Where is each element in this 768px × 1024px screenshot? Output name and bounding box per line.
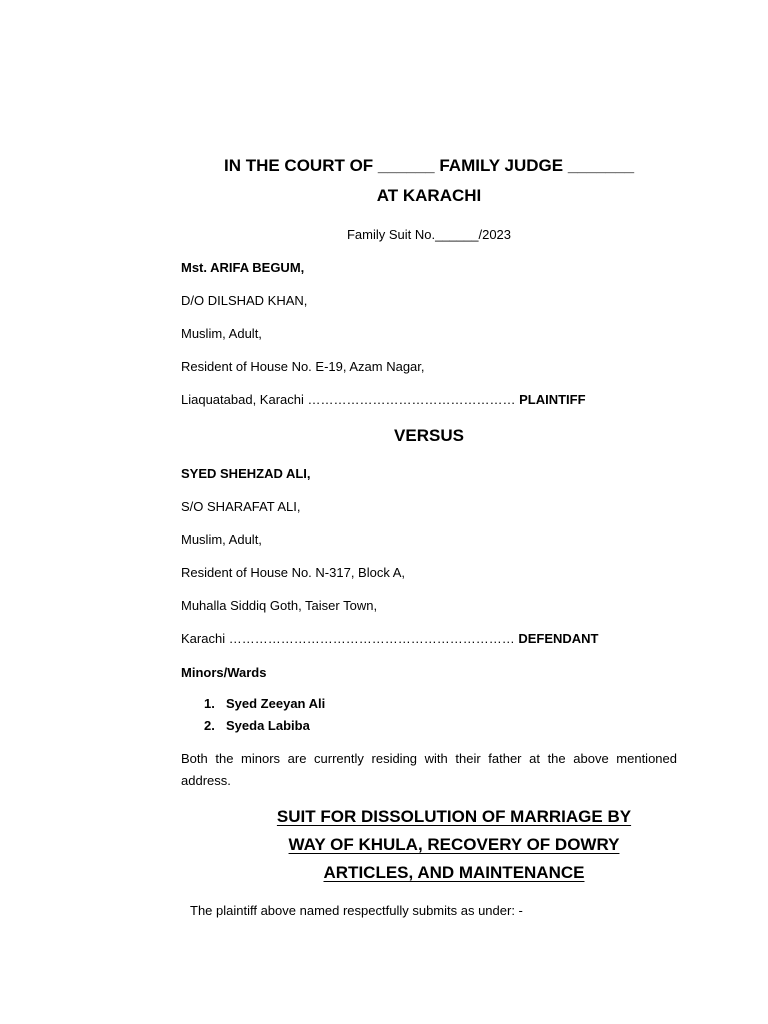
court-heading-line-1: IN THE COURT OF ______ FAMILY JUDGE _______ (223, 156, 635, 175)
defendant-address-2: Muhalla Siddiq Goth, Taiser Town, (181, 598, 378, 613)
list-item (204, 715, 325, 737)
plaintiff-parentage: D/O DILSHAD KHAN, (181, 293, 308, 308)
defendant-status: Muslim, Adult, (181, 532, 262, 547)
plaintiff-address-1: Resident of House No. E-19, Azam Nagar, (181, 359, 425, 374)
plaintiff-address-2-text: Liaquatabad, Karachi ………………………………………… (181, 392, 516, 407)
suit-title-line-1-text: SUIT FOR DISSOLUTION OF MARRIAGE BY (276, 807, 632, 826)
list-item-number: 2. (204, 718, 215, 733)
court-heading-line-2: AT KARACHI (376, 186, 482, 205)
list-item-number: 1. (204, 696, 215, 711)
minors-heading: Minors/Wards (181, 665, 267, 680)
plaintiff-status: Muslim, Adult, (181, 326, 262, 341)
minors-list (204, 693, 325, 737)
versus-heading: VERSUS (394, 426, 464, 445)
minors-note: Both the minors are currently residing with their father at the above mentioned address. (181, 751, 677, 788)
list-item-name: Syeda Labiba (226, 718, 310, 733)
suit-title-line-2-text: WAY OF KHULA, RECOVERY OF DOWRY (288, 835, 620, 854)
suit-title-line-2 (0, 835, 768, 855)
intro-line: The plaintiff above named respectfully submits as under: - (190, 903, 523, 918)
plaintiff-address-2 (181, 392, 586, 407)
plaintiff-role-label: PLAINTIFF (519, 392, 586, 407)
defendant-address-1: Resident of House No. N-317, Block A, (181, 565, 406, 580)
plaintiff-name: Mst. ARIFA BEGUM, (181, 260, 305, 275)
defendant-name: SYED SHEHZAD ALI, (181, 466, 311, 481)
defendant-parentage: S/O SHARAFAT ALI, (181, 499, 301, 514)
defendant-address-3-text: Karachi ………………………………………………………… (181, 631, 515, 646)
suit-number: Family Suit No.______/2023 (346, 227, 512, 242)
suit-title-line-3-text: ARTICLES, AND MAINTENANCE (323, 863, 585, 882)
list-item (204, 693, 325, 715)
defendant-address-3 (181, 631, 599, 646)
suit-title-line-1 (0, 807, 768, 827)
list-item-name: Syed Zeeyan Ali (226, 696, 326, 711)
suit-title-line-3 (0, 863, 768, 883)
defendant-role-label: DEFENDANT (518, 631, 599, 646)
